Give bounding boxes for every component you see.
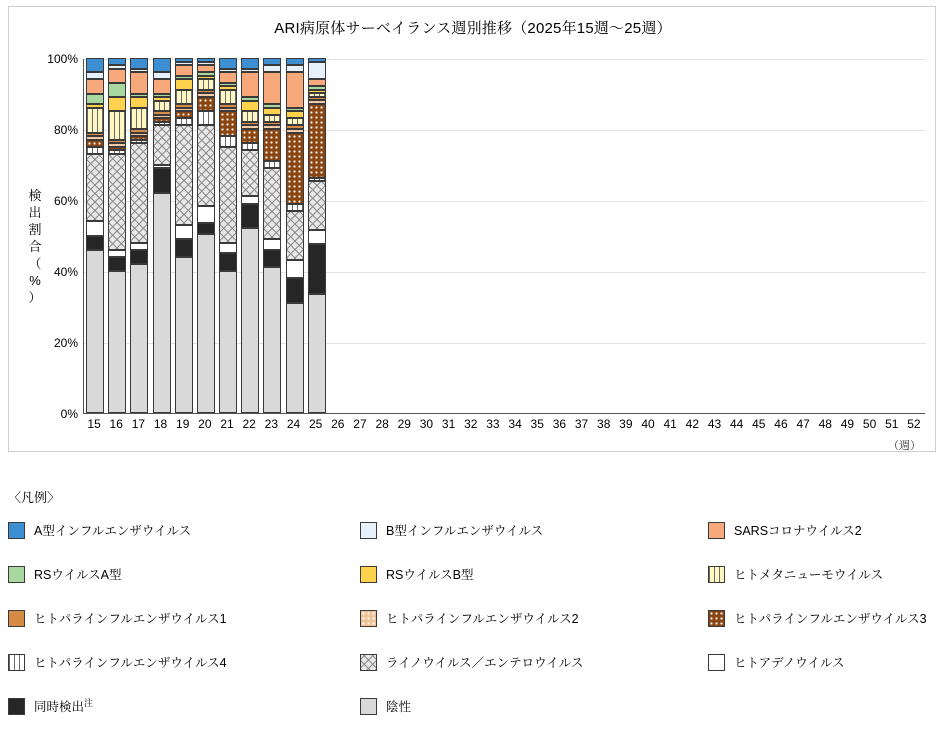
x-axis-tick-label: 16 [109,417,123,431]
legend-label: RSウイルスA型 [34,568,122,582]
y-axis-title: 検 出 割 合 （ % ） [28,188,42,305]
bar-segment-hmpv [108,111,126,139]
bar-segment-fluB [108,65,126,69]
bar-segment-negative [153,193,171,413]
bar-segment-adeno [241,196,259,203]
bar-segment-negative [241,228,259,413]
legend-swatch-icon [8,654,25,671]
bar-segment-rhino [286,211,304,261]
bar-segment-fluA [175,58,193,62]
bar-segment-piv3 [241,129,259,143]
legend-label: ヒトパラインフルエンザウイルス3 [734,612,927,626]
legend-label: A型インフルエンザウイルス [34,524,192,538]
bar-segment-fluB [308,62,326,80]
legend-item [8,652,227,672]
legend-item [708,564,883,584]
bar-segment-rsva [108,83,126,97]
legend-row [8,520,936,564]
bar-segment-rhino [108,154,126,250]
bar-segment-rsva [153,94,171,98]
legend-swatch-icon [8,610,25,627]
bar-segment-adeno [286,260,304,278]
bar-segment-piv2 [153,115,171,119]
bar-segment-piv1 [308,97,326,101]
bar-segment-piv4 [286,204,304,211]
x-axis-tick-label: 46 [774,417,788,431]
legend-swatch-icon [360,522,377,539]
bar-segment-fluA [130,58,148,69]
x-axis-tick-label: 38 [597,417,611,431]
bar-segment-rsvb [308,90,326,94]
bar-column [241,58,259,413]
bar-segment-hmpv [263,115,281,122]
legend-row [8,608,936,652]
bar-column [263,58,281,413]
bar-segment-negative [108,271,126,413]
legend-swatch-icon [8,566,25,583]
bar-segment-rsvb [175,79,193,90]
bar-segment-codetect [219,253,237,271]
x-axis-tick-label: 36 [552,417,567,431]
bar-segment-piv4 [263,161,281,168]
bar-segment-sars2 [219,72,237,83]
bar-segment-piv4 [153,122,171,126]
bar-segment-piv2 [197,93,215,97]
bar-segment-rsva [308,86,326,90]
bar-segment-piv4 [86,147,104,154]
y-axis-tick-label: 80% [53,123,78,137]
bar-segment-fluB [153,72,171,79]
legend-swatch-icon [8,698,25,715]
legend-item [360,520,543,540]
bar-segment-sars2 [130,72,148,93]
legend-note-marker: 注 [84,698,94,709]
bar-segment-adeno [86,221,104,235]
bar-column [219,58,237,413]
legend-heading: 〈凡例〉 [8,490,61,505]
bar-segment-rhino [263,168,281,239]
x-axis-tick-label: 29 [397,417,411,431]
bar-segment-negative [286,303,304,413]
legend-item [8,564,121,584]
y-axis-tick-label: 0% [60,407,78,421]
bar-segment-piv3 [130,136,148,140]
bar-segment-adeno [263,239,281,250]
bar-segment-rsvb [241,101,259,112]
bar-segment-piv3 [153,118,171,122]
bar-column [197,58,215,413]
x-axis-tick-label: 49 [840,417,855,431]
bar-segment-codetect [175,239,193,257]
bar-segment-rsva [241,97,259,101]
x-axis-tick-label: 31 [441,417,456,431]
x-axis-tick-label: 37 [574,417,589,431]
x-axis-tick-label: 28 [375,417,389,431]
bar-segment-fluA [263,58,281,65]
bar-segment-piv4 [108,150,126,154]
bar-segment-rsva [197,72,215,76]
x-axis-tick-label: 22 [242,417,256,431]
bar-segment-codetect [263,250,281,268]
legend-item [8,608,227,628]
x-axis-tick-label: 15 [87,417,101,431]
x-axis-tick-label: 42 [685,417,700,431]
plot-area [47,52,925,421]
x-axis-tick-label: 17 [131,417,146,431]
bar-segment-negative [86,250,104,413]
legend-item [360,652,583,672]
bar-segment-rsvb [130,97,148,108]
bar-segment-hmpv [286,118,304,125]
bar-segment-codetect [241,204,259,229]
legend-label: 陰性 [386,700,412,714]
legend-label: ヒトアデノウイルス [734,656,845,670]
bar-segment-sars2 [153,79,171,93]
bar-segment-negative [197,234,215,413]
bar-segment-piv3 [197,97,215,111]
bar-segment-piv1 [263,122,281,126]
legend-item [8,696,93,716]
bar-segment-sars2 [108,69,126,83]
bar-segment-piv4 [308,178,326,182]
bar-segment-fluB [86,72,104,79]
x-axis-tick-label: 32 [464,417,478,431]
legend-item [360,564,473,584]
legend-item [708,520,862,540]
bar-segment-piv1 [86,133,104,137]
bar-segment-rsvb [263,108,281,115]
bar-segment-codetect [130,250,148,264]
bar-segment-hmpv [219,90,237,104]
bar-segment-rhino [308,181,326,230]
bar-segment-fluA [108,58,126,65]
legend-label: ヒトパラインフルエンザウイルス4 [34,656,227,670]
bar-segment-rsva [263,104,281,108]
bar-segment-fluA [197,58,215,62]
legend-swatch-icon [360,654,377,671]
x-axis-tick-label: 50 [862,417,877,431]
bar-segment-piv2 [286,129,304,133]
bar-segment-piv4 [197,111,215,125]
bar-segment-rsvb [153,97,171,101]
bar-column [308,58,326,413]
bar-segment-piv4 [241,143,259,150]
y-axis-tick-label: 40% [53,265,78,279]
x-axis-tick-label: 21 [220,417,234,431]
legend-row [8,564,936,608]
bar-segment-piv2 [175,108,193,112]
x-axis-tick-label: 39 [619,417,633,431]
bar-segment-piv1 [219,104,237,108]
bar-column [108,58,126,413]
x-axis-tick-label: 24 [286,417,301,431]
legend [8,520,936,740]
legend-swatch-icon [360,566,377,583]
bar-segment-fluB [241,69,259,73]
bar-segment-fluB [219,69,237,73]
x-axis-tick-label: 30 [419,417,434,431]
legend-swatch-icon [8,522,25,539]
x-axis-tick-label: 18 [153,417,168,431]
x-axis-tick-label: 33 [486,417,500,431]
bar-segment-sars2 [241,72,259,97]
bar-segment-piv1 [286,125,304,129]
bar-segment-rsva [175,76,193,80]
bar-segment-fluA [219,58,237,69]
bar-segment-sars2 [197,65,215,72]
x-axis-tick-label: 48 [818,417,832,431]
x-axis-tick-label: 52 [907,417,921,431]
bar-column [130,58,148,413]
bar-segment-fluB [130,69,148,73]
legend-label: ライノウイルス／エンテロウイルス [386,656,584,670]
legend-item [708,652,845,672]
bar-segment-rsva [86,94,104,105]
bar-segment-piv3 [263,129,281,161]
bar-segment-adeno [153,165,171,169]
bar-segment-sars2 [286,72,304,108]
bar-segment-piv3 [175,111,193,118]
bar-segment-piv3 [108,147,126,151]
bar-segment-rsvb [219,86,237,90]
bar-segment-hmpv [197,79,215,90]
bar-column [286,58,304,413]
bar-segment-codetect [286,278,304,303]
legend-item [8,520,191,540]
bar-segment-piv3 [219,111,237,136]
bar-segment-piv4 [130,140,148,144]
bar-segment-codetect [197,223,215,234]
bar-segment-adeno [308,230,326,244]
bar-column [153,58,171,413]
bar-segment-negative [308,294,326,414]
bar-segment-sars2 [86,79,104,93]
bar-segment-piv1 [153,111,171,115]
x-axis-tick-label: 51 [885,417,899,431]
y-axis-tick-label: 20% [53,336,78,350]
x-axis-tick-label: 41 [663,417,677,431]
x-axis-tick-label: 23 [264,417,279,431]
bar-segment-fluB [286,65,304,72]
bar-segment-adeno [130,243,148,250]
bar-segment-piv1 [130,129,148,133]
bar-segment-piv2 [308,100,326,104]
bar-segment-codetect [86,236,104,250]
bar-segment-rhino [86,154,104,221]
bar-segment-piv2 [108,143,126,147]
legend-swatch-icon [360,698,377,715]
legend-label: ヒトパラインフルエンザウイルス1 [34,612,227,626]
bar-segment-hmpv [130,108,148,129]
x-axis-tick-label: 26 [331,417,345,431]
legend-swatch-icon [708,654,725,671]
x-axis-tick-label: 47 [796,417,810,431]
x-axis-tick-label: 27 [353,417,367,431]
bar-segment-rsvb [197,76,215,80]
bar-segment-fluB [263,65,281,72]
bar-segment-fluA [153,58,171,72]
bar-segment-hmpv [241,111,259,122]
bar-column [175,58,193,413]
legend-item [708,608,927,628]
bar-column [86,58,104,413]
bar-segment-negative [219,271,237,413]
bar-segment-sars2 [263,72,281,104]
legend-swatch-icon [708,610,725,627]
bar-segment-adeno [197,206,215,224]
x-axis-tick-label: 25 [308,417,323,431]
bar-segment-rsva [286,108,304,112]
bar-segment-rhino [241,150,259,196]
legend-item [360,608,579,628]
bar-segment-sars2 [308,79,326,86]
bar-segment-fluA [86,58,104,72]
bar-segment-rhino [153,125,171,164]
bar-segment-negative [175,257,193,413]
x-axis-tick-label: 40 [641,417,655,431]
bar-segment-adeno [175,225,193,239]
legend-item [360,696,411,716]
legend-swatch-icon [708,522,725,539]
bar-segment-piv3 [86,140,104,147]
bar-segment-piv4 [219,136,237,147]
x-axis-unit-label: （週） [888,440,921,452]
bar-segment-codetect [108,257,126,271]
legend-label: 同時検出$^注$ [34,698,94,715]
chart-title: ARI病原体サーベイランス週別推移（2025年15週〜25週） [274,20,672,37]
bar-segment-fluB [197,62,215,66]
bar-segment-piv4 [175,118,193,125]
legend-row [8,652,936,696]
bar-segment-piv3 [308,104,326,178]
bar-segment-rhino [219,147,237,243]
bar-segment-rsva [130,94,148,98]
legend-label: B型インフルエンザウイルス [386,524,544,538]
bar-segment-hmpv [308,93,326,97]
legend-swatch-icon [360,610,377,627]
bar-segment-sars2 [175,65,193,76]
bar-segment-negative [130,264,148,413]
bar-segment-fluA [241,58,259,69]
bar-segment-piv2 [241,125,259,129]
y-axis-tick-label: 60% [53,194,78,208]
x-axis-tick-label: 35 [530,417,544,431]
x-axis-tick-label: 19 [176,417,190,431]
bar-segment-negative [263,267,281,413]
x-axis-tick-labels [83,417,925,435]
chart-panel [8,6,936,452]
bar-segment-rhino [175,125,193,224]
bar-segment-piv3 [286,133,304,204]
bar-segment-hmpv [153,101,171,112]
bar-segment-piv1 [197,90,215,94]
bar-segment-piv2 [219,108,237,112]
legend-label: RSウイルスB型 [386,568,474,582]
bar-segment-rhino [130,143,148,242]
bar-segment-piv1 [108,140,126,144]
bar-segment-piv2 [263,125,281,129]
x-axis-tick-label: 45 [752,417,766,431]
y-axis-tick-label: 100% [47,52,78,66]
bar-segment-fluB [175,62,193,66]
x-axis-tick-label: 44 [729,417,744,431]
bar-segment-piv2 [86,136,104,140]
bar-segment-piv1 [241,122,259,126]
x-axis-tick-label: 43 [707,417,722,431]
bar-segment-fluA [308,58,326,62]
bar-segment-codetect [308,244,326,293]
x-axis-tick-label: 34 [508,417,522,431]
bar-segment-hmpv [175,90,193,104]
legend-label: SARSコロナウイルス2 [734,524,862,538]
bar-segment-fluA [286,58,304,65]
legend-swatch-icon [708,566,725,583]
bar-segment-adeno [108,250,126,257]
bar-segment-rhino [197,125,215,206]
bar-segment-rsvb [86,104,104,108]
bar-segment-rsvb [286,111,304,118]
bar-segment-codetect [153,168,171,193]
bar-segment-piv2 [130,133,148,137]
legend-row [8,696,936,740]
bar-segment-rsvb [108,97,126,111]
bar-segment-rsva [219,83,237,87]
bar-segment-adeno [219,243,237,254]
legend-label: ヒトパラインフルエンザウイルス2 [386,612,579,626]
x-axis-tick-label: 20 [198,417,212,431]
bar-segment-piv1 [175,104,193,108]
bar-segment-hmpv [86,108,104,133]
legend-label: ヒトメタニューモウイルス [734,568,884,582]
